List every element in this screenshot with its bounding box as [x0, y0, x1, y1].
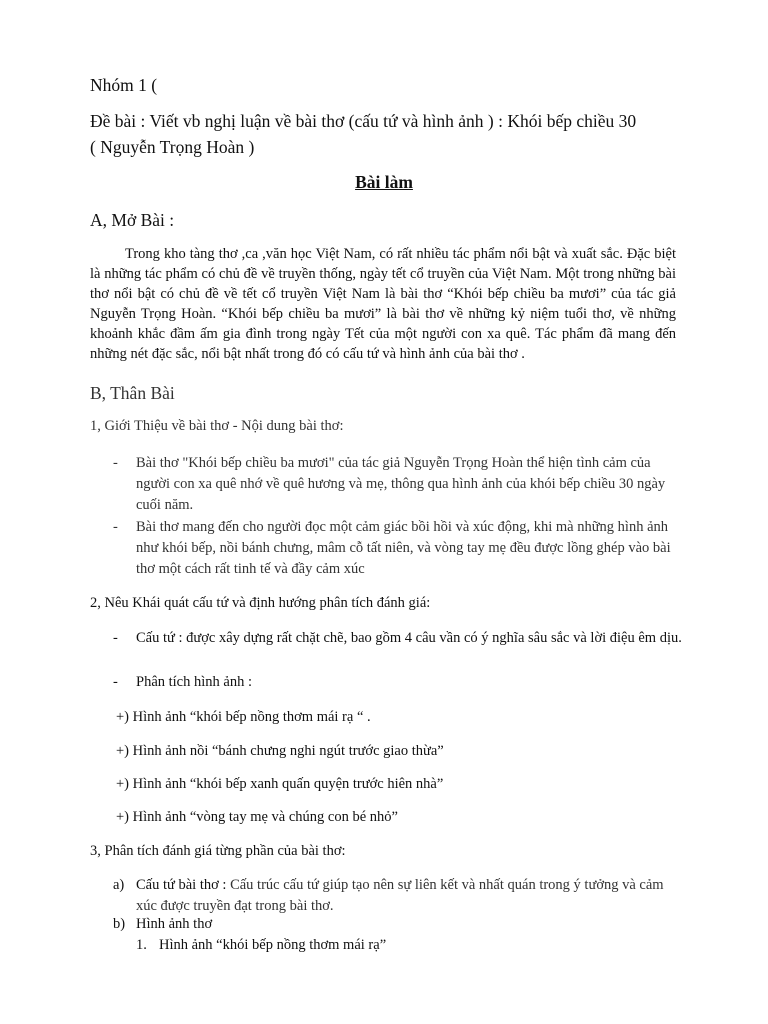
- image-item: +) Hình ảnh “khói bếp nồng thơm mái rạ “ .: [116, 709, 371, 725]
- essay-title-text: Bài làm: [355, 172, 413, 192]
- sub-list-item-text: Hình ảnh “khói bếp nồng thơm mái rạ”: [159, 937, 387, 953]
- section-3-title: 3, Phân tích đánh giá từng phần của bài thơ:: [90, 843, 346, 859]
- list-marker: -: [113, 455, 118, 471]
- section-1-title: 1, Giới Thiệu về bài thơ - Nội dung bài thơ:: [90, 418, 344, 434]
- section-2-title: 2, Nêu Khái quát cấu tứ và định hướng phân tích đánh giá:: [90, 595, 431, 611]
- list-marker: -: [113, 630, 118, 646]
- list-marker: 1.: [136, 937, 147, 953]
- list-marker: b): [113, 916, 126, 932]
- list-marker: -: [113, 674, 118, 690]
- intro-heading: A, Mở Bài :: [90, 210, 175, 230]
- list-item-a-label: Cấu tứ bài thơ :: [136, 877, 227, 893]
- list-item: [113, 517, 683, 580]
- list-item: [113, 628, 683, 649]
- group-label: Nhóm 1 (: [90, 75, 158, 95]
- list-item-text: Bài thơ mang đến cho người đọc một cảm giác bồi hồi và xúc động, khi mà những hình ảnh như khói bếp, nồi bánh chưng, mâm cỗ tất niên, và vòng tay mẹ đều được lồng ghép vào bài thơ một cách rất tinh tế và đầy cảm xúc: [136, 519, 671, 577]
- topic: [90, 108, 690, 160]
- list-item-a: [113, 875, 683, 917]
- image-item: +) Hình ảnh “vòng tay mẹ và chúng con bé nhỏ”: [116, 809, 398, 825]
- list-marker: a): [113, 877, 125, 893]
- intro-paragraph: Trong kho tàng thơ ,ca ,văn học Việt Nam, có rất nhiều tác phẩm nổi bật và xuất sắc. Đặc biệt là những tác phẩm có chủ đề về truyền thống, ngày tết cổ truyền của Việt Nam. Một trong những bài thơ nổi bật có chủ đề về tết cổ truyền Việt Nam là bài thơ “Khói bếp chiều ba mươi” của tác giả Nguyễn Trọng Hoàn. “Khói bếp chiều ba mươi” là bài thơ về những kỷ niệm tuổi thơ, về những khoảnh khắc đầm ấm gia đình trong ngày Tết của một người con xa quê. Tác phẩm đã mang đến những nét đặc sắc, nổi bật nhất trong đó có cấu tứ và hình ảnh của bài thơ .: [90, 246, 676, 362]
- list-item-text: Phân tích hình ảnh :: [136, 674, 252, 690]
- body-heading: B, Thân Bài: [90, 383, 175, 403]
- list-item-a-text: Cấu trúc cấu tứ giúp tạo nên sự liên kết và nhất quán trong ý tưởng và cảm xúc được truyền đạt trong bài thơ.: [136, 877, 664, 914]
- topic-line-2: ( Nguyễn Trọng Hoàn ): [90, 137, 255, 157]
- list-marker: -: [113, 519, 118, 535]
- list-item-text: Cấu tứ : được xây dựng rất chặt chẽ, bao gồm 4 câu vần có ý nghĩa sâu sắc và lời điệu êm dịu.: [136, 630, 682, 646]
- list-item: [113, 672, 683, 693]
- topic-line-1: Đề bài : Viết vb nghị luận về bài thơ (cấu tứ và hình ảnh ) : Khói bếp chiều 30: [90, 111, 637, 131]
- list-item: [113, 453, 683, 516]
- sub-list-item: [136, 935, 676, 956]
- list-item-b-label: Hình ảnh thơ: [136, 916, 213, 932]
- list-item-b: [113, 914, 683, 935]
- image-item: +) Hình ảnh “khói bếp xanh quấn quyện trước hiên nhà”: [116, 776, 444, 792]
- image-item: +) Hình ảnh nồi “bánh chưng nghi ngút trước giao thừa”: [116, 743, 444, 759]
- essay-title: [0, 169, 768, 195]
- list-item-text: Bài thơ "Khói bếp chiều ba mươi" của tác giả Nguyễn Trọng Hoàn thể hiện tình cảm của người con xa quê nhớ về quê hương và mẹ, thông qua hình ảnh của khói bếp chiều 30 ngày cuối năm.: [136, 455, 666, 513]
